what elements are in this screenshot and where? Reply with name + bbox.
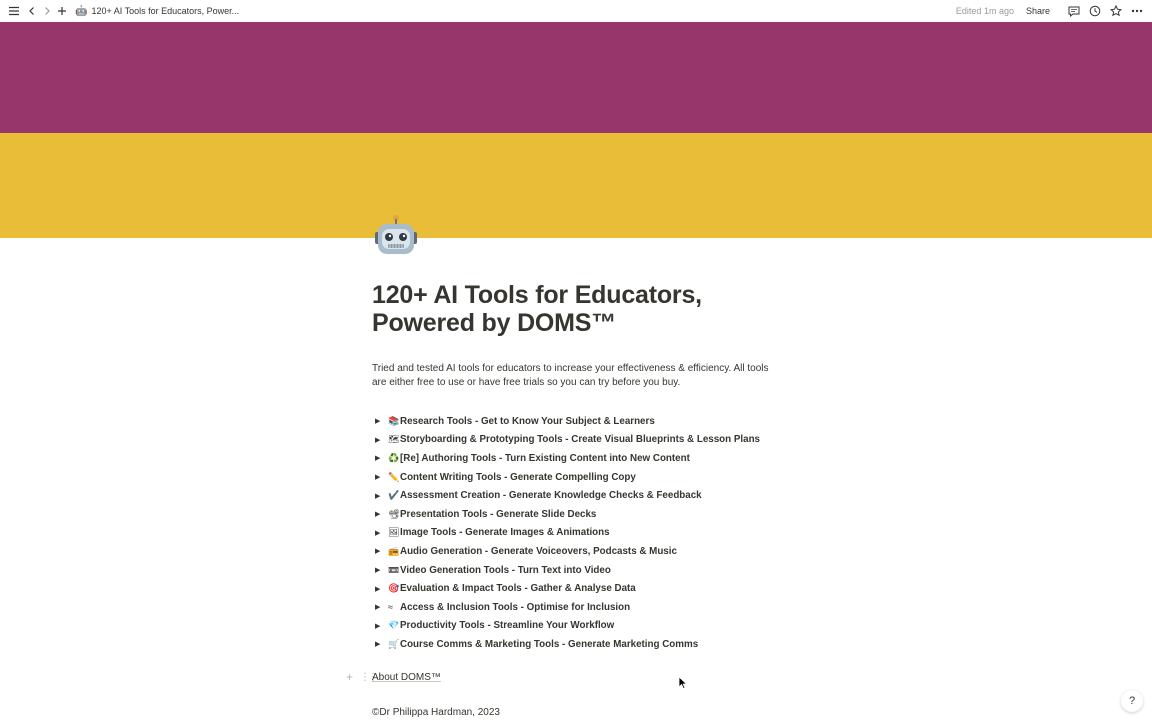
toggle-item-content-writing-tools[interactable] [372, 468, 802, 487]
share-button[interactable]: Share [1025, 6, 1050, 16]
breadcrumb[interactable] [75, 6, 239, 17]
approx-icon: ≈ [388, 602, 393, 613]
toggle-triangle-icon[interactable]: ▶ [375, 474, 381, 482]
toggle-item-productivity-tools[interactable] [372, 617, 802, 636]
robot-icon[interactable] [372, 212, 420, 260]
gem-icon: 💎 [388, 620, 400, 631]
toggle-triangle-icon[interactable]: ▶ [375, 548, 381, 556]
toggle-item-course-comms[interactable] [372, 635, 802, 654]
toggle-triangle-icon[interactable]: ▶ [375, 567, 381, 575]
cover-image-bottom-band[interactable] [0, 133, 1152, 238]
about-block [346, 670, 441, 684]
sidebar-menu-icon[interactable] [7, 4, 21, 18]
history-clock-icon[interactable] [1088, 4, 1102, 18]
toggle-item-storyboarding-tools[interactable] [372, 431, 802, 450]
toggle-item-assessment-creation[interactable] [372, 486, 802, 505]
toggle-label: Video Generation Tools - Turn Text into Video [400, 564, 611, 576]
target-icon: 🎯 [388, 583, 400, 594]
toggle-label: Audio Generation - Generate Voiceovers, Podcasts & Music [400, 545, 677, 557]
toggle-triangle-icon[interactable]: ▶ [375, 492, 381, 500]
toggle-triangle-icon[interactable]: ▶ [375, 585, 381, 593]
toggle-list [372, 412, 802, 654]
toggle-label: [Re] Authoring Tools - Turn Existing Content into New Content [400, 452, 690, 464]
top-bar [0, 0, 1152, 22]
toggle-triangle-icon[interactable]: ▶ [375, 622, 381, 630]
check-mark-icon: ✔️ [388, 490, 400, 501]
projector-icon: 📽 [388, 508, 400, 519]
recycle-icon: ♻️ [388, 452, 400, 463]
intro-paragraph[interactable]: Tried and tested AI tools for educators to increase your effectiveness & efficiency. All tools are either free to use or have free trials so you can try before you buy. [372, 363, 769, 388]
add-block-plus-icon[interactable]: + [346, 670, 354, 684]
new-page-plus-icon[interactable] [55, 4, 69, 18]
back-arrow-icon[interactable] [25, 4, 39, 18]
videocassette-icon: 📼 [388, 564, 400, 575]
breadcrumb-title: 120+ AI Tools for Educators, Power... [91, 6, 240, 16]
edited-timestamp: Edited 1m ago [955, 6, 1014, 16]
comments-icon[interactable] [1067, 4, 1081, 18]
toggle-label: Access & Inclusion Tools - Optimise for Inclusion [400, 601, 631, 613]
toggle-item-presentation-tools[interactable] [372, 505, 802, 524]
toggle-triangle-icon[interactable]: ▶ [375, 604, 381, 612]
copyright-text: ©Dr Philippa Hardman, 2023 [372, 707, 500, 718]
about-doms-link[interactable]: About DOMS™ [372, 671, 441, 683]
toggle-triangle-icon[interactable]: ▶ [375, 436, 381, 444]
cover-image-top-band[interactable] [0, 22, 1152, 133]
framed-picture-icon: 🖼 [388, 527, 400, 538]
toggle-label: Research Tools - Get to Know Your Subject & Learners [400, 415, 655, 427]
toggle-triangle-icon[interactable]: ▶ [375, 511, 381, 519]
more-options-icon[interactable] [1130, 4, 1144, 18]
page-title[interactable]: 120+ AI Tools for Educators, Powered by DOMS™ [372, 281, 702, 337]
toggle-item-image-tools[interactable] [372, 524, 802, 543]
radio-icon: 📻 [388, 545, 400, 556]
books-icon: 📚 [388, 415, 400, 426]
toggle-label: Storyboarding & Prototyping Tools - Create Visual Blueprints & Lesson Plans [400, 434, 760, 446]
forward-arrow-icon[interactable] [40, 4, 54, 18]
toggle-item-reauthoring-tools[interactable] [372, 449, 802, 468]
toggle-label: Evaluation & Impact Tools - Gather & Analyse Data [400, 583, 636, 595]
toggle-item-access-inclusion[interactable] [372, 598, 802, 617]
map-icon: 🗺 [388, 434, 400, 445]
help-button[interactable]: ? [1121, 690, 1143, 712]
toggle-item-video-generation[interactable] [372, 561, 802, 580]
toggle-item-research-tools[interactable] [372, 412, 802, 431]
toggle-triangle-icon[interactable]: ▶ [375, 418, 381, 426]
toggle-label: Image Tools - Generate Images & Animations [400, 527, 610, 539]
toggle-label: Assessment Creation - Generate Knowledge Checks & Feedback [400, 490, 702, 502]
favorite-star-icon[interactable] [1109, 4, 1123, 18]
toggle-label: Presentation Tools - Generate Slide Decks [400, 508, 597, 520]
toggle-item-evaluation-impact[interactable] [372, 579, 802, 598]
pencil-icon: ✏️ [388, 471, 400, 482]
toggle-triangle-icon[interactable]: ▶ [375, 455, 381, 463]
toggle-label: Course Comms & Marketing Tools - Generate Marketing Comms [400, 638, 699, 650]
toggle-triangle-icon[interactable]: ▶ [375, 529, 381, 537]
mouse-cursor-icon [678, 676, 688, 690]
toggle-label: Productivity Tools - Streamline Your Workflow [400, 620, 615, 632]
toggle-item-audio-generation[interactable] [372, 542, 802, 561]
toggle-triangle-icon[interactable]: ▶ [375, 641, 381, 649]
shopping-cart-icon: 🛒 [388, 638, 400, 649]
drag-handle-icon[interactable]: ⋮⋮ [360, 671, 376, 683]
toggle-label: Content Writing Tools - Generate Compelling Copy [400, 471, 636, 483]
robot-icon: 🤖 [75, 5, 88, 17]
